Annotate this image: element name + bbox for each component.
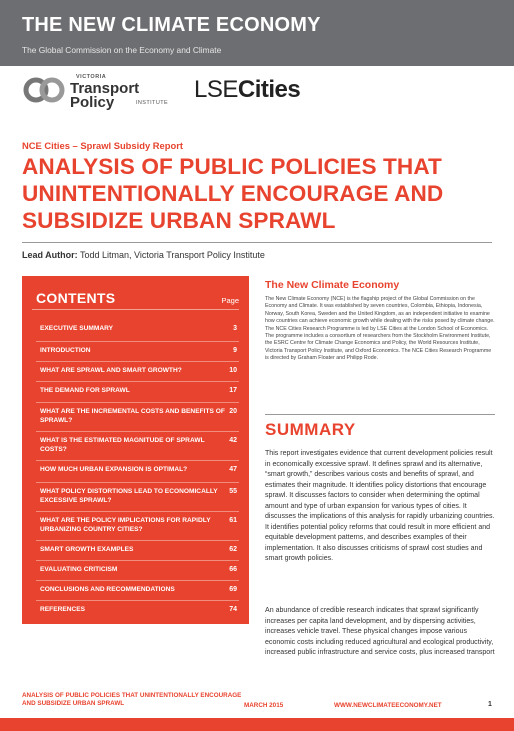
vtpi-small-label: VICTORIA xyxy=(76,74,107,80)
contents-heading: CONTENTS xyxy=(36,290,116,306)
report-title: ANALYSIS OF PUBLIC POLICIES THAT UNINTENTIONALLY ENCOURAGE AND SUBSIDIZE URBAN SPRAWL xyxy=(22,154,444,233)
toc-separator xyxy=(36,600,239,601)
toc-item[interactable]: HOW MUCH URBAN EXPANSION IS OPTIMAL? xyxy=(40,466,188,473)
toc-item[interactable]: WHAT POLICY DISTORTIONS LEAD TO ECONOMICALLY EXCESSIVE SPRAWL? xyxy=(40,488,218,504)
toc-item[interactable]: EVALUATING CRITICISM xyxy=(40,566,118,573)
toc-page-number: 66 xyxy=(229,566,237,573)
toc-item[interactable]: REFERENCES xyxy=(40,606,86,613)
toc-separator xyxy=(36,580,239,581)
toc-separator xyxy=(36,511,239,512)
report-series: NCE Cities – Sprawl Subsidy Report xyxy=(22,140,183,151)
banner-subtitle: The Global Commission on the Economy and Climate xyxy=(22,45,222,55)
toc-item[interactable]: SMART GROWTH EXAMPLES xyxy=(40,546,134,553)
summary-paragraph-2: An abundance of credible research indicates that sprawl significantly increases per capita land development, and by dispersing activities, increases vehicle travel. These physical changes impose various economic costs including reduced agricultural and ecological productivity, increased public infrastructure and service costs, plus increased transport xyxy=(265,607,495,656)
toc-separator xyxy=(36,341,239,342)
toc-page-number: 42 xyxy=(229,437,237,444)
toc-item[interactable]: WHAT IS THE ESTIMATED MAGNITUDE OF SPRAWL COSTS? xyxy=(40,437,205,453)
summary-heading: SUMMARY xyxy=(265,420,356,439)
summary-paragraph-1: This report investigates evidence that current development policies result in economically excessive sprawl. It defines sprawl and its alternative, “smart growth,” describes various costs and benefits of sprawl, and estimates their magnitude. It identifies policy distortions that encourage sprawl. It discusses factors to consider when determining the optimal amount and type of urban expansion for various types of cities. It discusses the implications of this analysis for rapidly urbanizing countries. It identifies potential policy reforms that could result in more efficient and equitable development patterns, and describes examples of their implementation. It also discusses criticisms of sprawl cost studies and smart growth policies. xyxy=(265,450,495,562)
nce-heading: The New Climate Economy xyxy=(265,279,400,291)
footer-title: ANALYSIS OF PUBLIC POLICIES THAT UNINTENTIONALLY ENCOURAGE AND SUBSIDIZE URBAN SPRAWL xyxy=(22,692,242,707)
contents-divider xyxy=(32,309,239,310)
summary-divider xyxy=(265,414,495,415)
toc-page-number: 10 xyxy=(229,367,237,374)
banner-title xyxy=(22,14,321,37)
toc-page-number: 62 xyxy=(229,546,237,553)
banner-title-main: NEW CLIMATE ECONOMY xyxy=(68,14,321,36)
contents-page-label: Page xyxy=(221,296,239,305)
toc-separator xyxy=(36,460,239,461)
toc-page-number: 3 xyxy=(233,325,237,332)
toc-page-number: 47 xyxy=(229,466,237,473)
toc-separator xyxy=(36,540,239,541)
toc-item[interactable]: WHAT ARE THE POLICY IMPLICATIONS FOR RAPIDLY URBANIZING COUNTRY CITIES? xyxy=(40,517,211,533)
toc-separator xyxy=(36,381,239,382)
author-label: Lead Author: xyxy=(22,250,78,260)
vtpi-rings-icon xyxy=(22,76,66,104)
nce-body: The New Climate Economy (NCE) is the flagship project of the Global Commission on the Economy and Climate. It was established by seven countries, Colombia, Ethiopia, Indonesia, Norway, South Korea, Sweden and the United Kingdom, as an independent initiative to examine how countries can achieve economic growth while dealing with the risks posed by climate change. The NCE Cities Research Programme is led by LSE Cities at the London School of Economics. The programme includes a consortium of researchers from the Stockholm Environment Institute, the ESRC Centre for Climate Change Economics and Policy, the World Resources Institute, Victoria Transport Policy Institute, and Oxford Economics. The NCE Cities Research Programme is directed by Graham Floater and Philipp Rode. xyxy=(265,296,495,362)
toc-separator xyxy=(36,431,239,432)
toc-page-number: 69 xyxy=(229,586,237,593)
author-value: Todd Litman, Victoria Transport Policy Institute xyxy=(77,250,265,260)
toc-page-number: 9 xyxy=(233,347,237,354)
toc-separator xyxy=(36,361,239,362)
toc-page-number: 61 xyxy=(229,517,237,524)
footer-page-number: 1 xyxy=(488,701,492,708)
contents-panel xyxy=(22,276,249,624)
toc-separator xyxy=(36,560,239,561)
footer-url[interactable]: WWW.NEWCLIMATEECONOMY.NET xyxy=(334,702,442,709)
footer-bar xyxy=(0,718,514,731)
toc-separator xyxy=(36,402,239,403)
toc-page-number: 55 xyxy=(229,488,237,495)
vtpi-logo xyxy=(22,74,182,111)
toc-item[interactable]: EXECUTIVE SUMMARY xyxy=(40,325,114,332)
header-banner xyxy=(0,0,514,66)
lead-author xyxy=(22,250,265,260)
vtpi-institute-label: INSTITUTE xyxy=(136,100,169,106)
footer-date: MARCH 2015 xyxy=(244,702,284,709)
lse-cities-logo xyxy=(194,76,300,104)
toc-item[interactable]: THE DEMAND FOR SPRAWL xyxy=(40,387,130,394)
toc-item[interactable]: CONCLUSIONS AND RECOMMENDATIONS xyxy=(40,586,175,593)
toc-item[interactable]: WHAT ARE SPRAWL AND SMART GROWTH? xyxy=(40,367,182,374)
banner-title-prefix: THE xyxy=(22,14,69,36)
toc-separator xyxy=(36,482,239,483)
toc-item[interactable]: INTRODUCTION xyxy=(40,347,91,354)
vtpi-line2: Policy xyxy=(70,94,115,111)
vtpi-line1: Transport xyxy=(70,80,140,97)
lse-light: LSE xyxy=(194,76,238,103)
toc-item[interactable]: WHAT ARE THE INCREMENTAL COSTS AND BENEFITS OF SPRAWL? xyxy=(40,408,225,424)
lse-bold: Cities xyxy=(237,76,301,103)
toc-page-number: 17 xyxy=(229,387,237,394)
title-divider xyxy=(22,242,492,243)
toc-page-number: 74 xyxy=(229,606,237,613)
toc-page-number: 20 xyxy=(229,408,237,415)
